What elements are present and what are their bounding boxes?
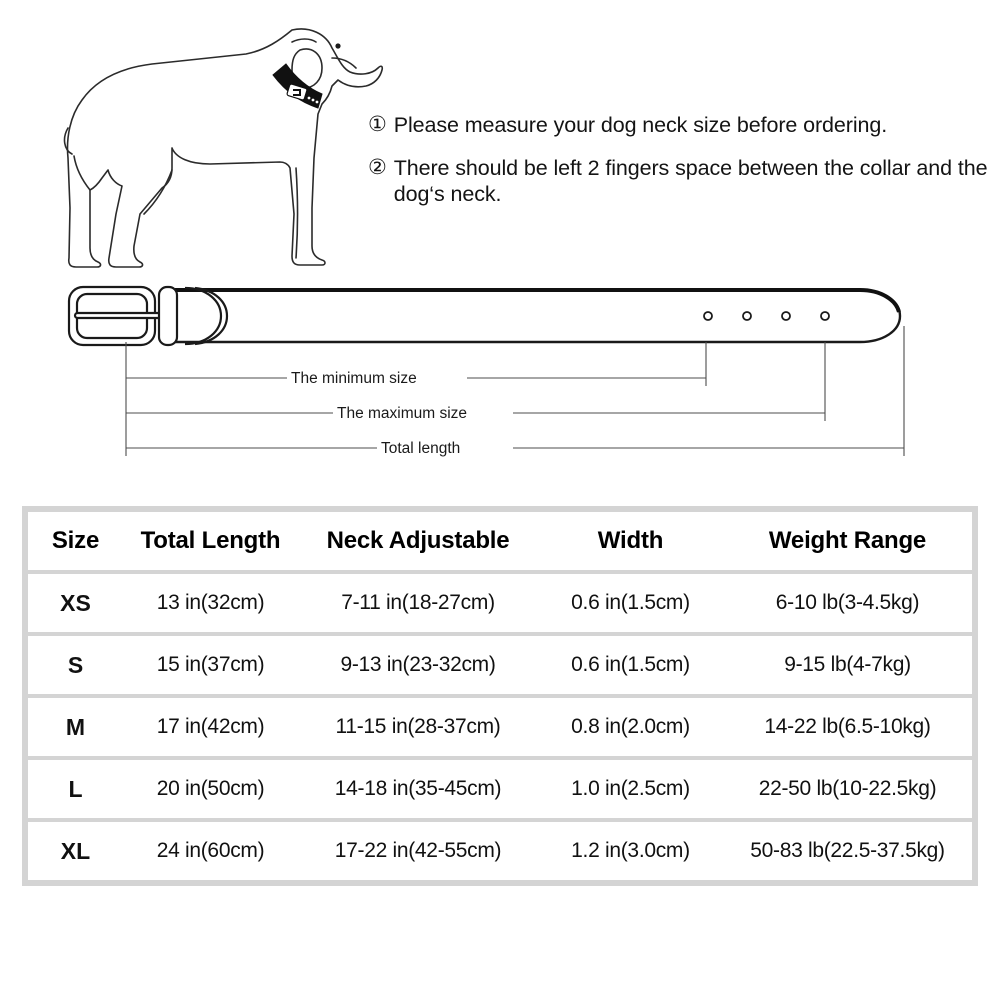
- instruction-marker-1: ①: [368, 113, 387, 136]
- column-header-total-length: Total Length: [140, 527, 281, 554]
- illustration-area: [0, 0, 1000, 470]
- cell-width: 0.8 in(2.0cm): [571, 715, 690, 738]
- cell-width: 0.6 in(1.5cm): [571, 653, 690, 676]
- column-header-weight-range: Weight Range: [768, 527, 927, 554]
- instruction-item: [368, 112, 988, 138]
- size-chart-table: [22, 506, 978, 886]
- table-row: [28, 574, 972, 632]
- label-minimum-size: The minimum size: [291, 370, 417, 387]
- instruction-item: [368, 155, 988, 207]
- cell-total-length: 24 in(60cm): [156, 839, 265, 862]
- cell-size: XS: [60, 589, 91, 616]
- instruction-text-2: There should be left 2 fingers space between the collar and the dog‘s neck.: [393, 156, 988, 206]
- dog-illustration: [60, 18, 400, 283]
- cell-total-length: 15 in(37cm): [156, 653, 265, 676]
- instruction-marker-2: ②: [368, 156, 387, 179]
- cell-size: M: [65, 713, 86, 740]
- cell-neck-adjustable: 9-13 in(23-32cm): [340, 653, 496, 676]
- table-row: [28, 636, 972, 694]
- dog-collar: [273, 64, 322, 108]
- cell-size: XL: [60, 837, 91, 864]
- instructions-list: [368, 112, 988, 224]
- column-header-size: Size: [51, 527, 100, 554]
- table-header-row: [28, 512, 972, 570]
- cell-neck-adjustable: 17-22 in(42-55cm): [334, 839, 502, 862]
- table-row: [28, 760, 972, 818]
- cell-size: L: [68, 775, 83, 802]
- cell-neck-adjustable: 7-11 in(18-27cm): [341, 591, 495, 614]
- cell-width: 0.6 in(1.5cm): [571, 591, 690, 614]
- cell-width: 1.2 in(3.0cm): [571, 839, 690, 862]
- table-row: [28, 698, 972, 756]
- collar-measurement-diagram: [55, 276, 955, 466]
- column-header-width: Width: [597, 527, 664, 554]
- measurement-guides: [126, 326, 904, 456]
- cell-size: S: [67, 651, 84, 678]
- cell-weight-range: 50-83 lb(22.5-37.5kg): [750, 839, 945, 862]
- cell-weight-range: 22-50 lb(10-22.5kg): [758, 777, 937, 800]
- cell-width: 1.0 in(2.5cm): [571, 777, 690, 800]
- cell-neck-adjustable: 11-15 in(28-37cm): [335, 715, 501, 738]
- cell-weight-range: 14-22 lb(6.5-10kg): [764, 715, 931, 738]
- cell-weight-range: 9-15 lb(4-7kg): [784, 653, 911, 676]
- table-row: [28, 822, 972, 880]
- column-header-neck-adjustable: Neck Adjustable: [326, 527, 510, 554]
- cell-total-length: 17 in(42cm): [156, 715, 265, 738]
- dog-eye-icon: [335, 43, 340, 48]
- instruction-text-1: Please measure your dog neck size before ordering.: [393, 113, 888, 137]
- label-total-length: Total length: [381, 440, 461, 457]
- cell-total-length: 20 in(50cm): [156, 777, 265, 800]
- cell-weight-range: 6-10 lb(3-4.5kg): [775, 591, 920, 614]
- cell-neck-adjustable: 14-18 in(35-45cm): [334, 777, 502, 800]
- cell-total-length: 13 in(32cm): [156, 591, 265, 614]
- label-maximum-size: The maximum size: [337, 405, 468, 422]
